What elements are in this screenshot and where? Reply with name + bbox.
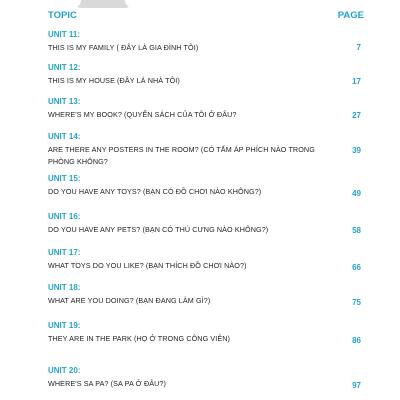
toc-header bbox=[48, 10, 364, 26]
unit-title: THIS IS MY HOUSE (ĐÂY LÀ NHÀ TÔI) bbox=[48, 76, 180, 85]
top-tab-decoration bbox=[73, 0, 133, 8]
page-number: 49 bbox=[352, 189, 361, 198]
page-number: 97 bbox=[352, 381, 361, 390]
unit-title: WHAT TOYS DO YOU LIKE? (BẠN THÍCH ĐỒ CHƠI NÀO?) bbox=[48, 261, 247, 270]
toc-entry-unit-20[interactable] bbox=[48, 366, 361, 390]
page-number: 58 bbox=[352, 226, 361, 235]
unit-label: UNIT 15: bbox=[48, 174, 81, 183]
toc-entry-unit-14[interactable] bbox=[48, 132, 361, 168]
unit-title: WHERE'S MY BOOK? (QUYỂN SÁCH CỦA TÔI Ở ĐÂU? bbox=[48, 110, 237, 119]
unit-label: UNIT 13: bbox=[48, 97, 81, 106]
unit-title: WHAT ARE YOU DOING? (BẠN ĐANG LÀM GÌ?) bbox=[48, 296, 211, 305]
unit-title: ARE THERE ANY POSTERS IN THE ROOM? (CÓ TẤM ÁP PHÍCH NÀO TRONG PHÒNG KHÔNG? bbox=[48, 145, 315, 166]
toc-entry-unit-18[interactable] bbox=[48, 283, 361, 307]
unit-label: UNIT 19: bbox=[48, 321, 81, 330]
toc-entry-unit-11[interactable] bbox=[48, 30, 361, 54]
page-heading: PAGE bbox=[337, 10, 364, 21]
page-number: 17 bbox=[352, 77, 361, 86]
unit-title: WHERE'S SA PA? (SA PA Ở ĐÂU?) bbox=[48, 379, 167, 388]
toc-entry-unit-17[interactable] bbox=[48, 248, 361, 272]
page-number: 66 bbox=[352, 263, 361, 272]
toc-entry-unit-13[interactable] bbox=[48, 97, 361, 121]
page-number: 39 bbox=[352, 146, 361, 155]
unit-label: UNIT 20: bbox=[48, 366, 81, 375]
page-number: 27 bbox=[352, 111, 361, 120]
unit-label: UNIT 18: bbox=[48, 283, 81, 292]
toc-entry-unit-19[interactable] bbox=[48, 321, 361, 345]
unit-label: UNIT 11: bbox=[48, 30, 81, 39]
page-number: 75 bbox=[352, 298, 361, 307]
unit-label: UNIT 16: bbox=[48, 212, 81, 221]
topic-heading: TOPIC bbox=[48, 10, 77, 21]
unit-title: THEY ARE IN THE PARK (HỌ Ở TRONG CÔNG VIÊN) bbox=[48, 334, 231, 343]
unit-label: UNIT 17: bbox=[48, 248, 81, 257]
toc-entry-unit-15[interactable] bbox=[48, 174, 361, 198]
unit-title: DO YOU HAVE ANY PETS? (BẠN CÓ THÚ CƯNG NÀO KHÔNG?) bbox=[48, 225, 269, 234]
page-number: 86 bbox=[352, 336, 361, 345]
unit-label: UNIT 12: bbox=[48, 63, 81, 72]
toc-entry-unit-12[interactable] bbox=[48, 63, 361, 87]
unit-title: DO YOU HAVE ANY TOYS? (BẠN CÓ ĐỒ CHƠI NÀO KHÔNG?) bbox=[48, 187, 262, 196]
unit-title: THIS IS MY FAMILY ( ĐÂY LÀ GIA ĐÌNH TÔI) bbox=[48, 43, 199, 52]
toc-entry-unit-16[interactable] bbox=[48, 212, 361, 236]
page-number: 7 bbox=[356, 43, 361, 52]
unit-label: UNIT 14: bbox=[48, 132, 81, 141]
